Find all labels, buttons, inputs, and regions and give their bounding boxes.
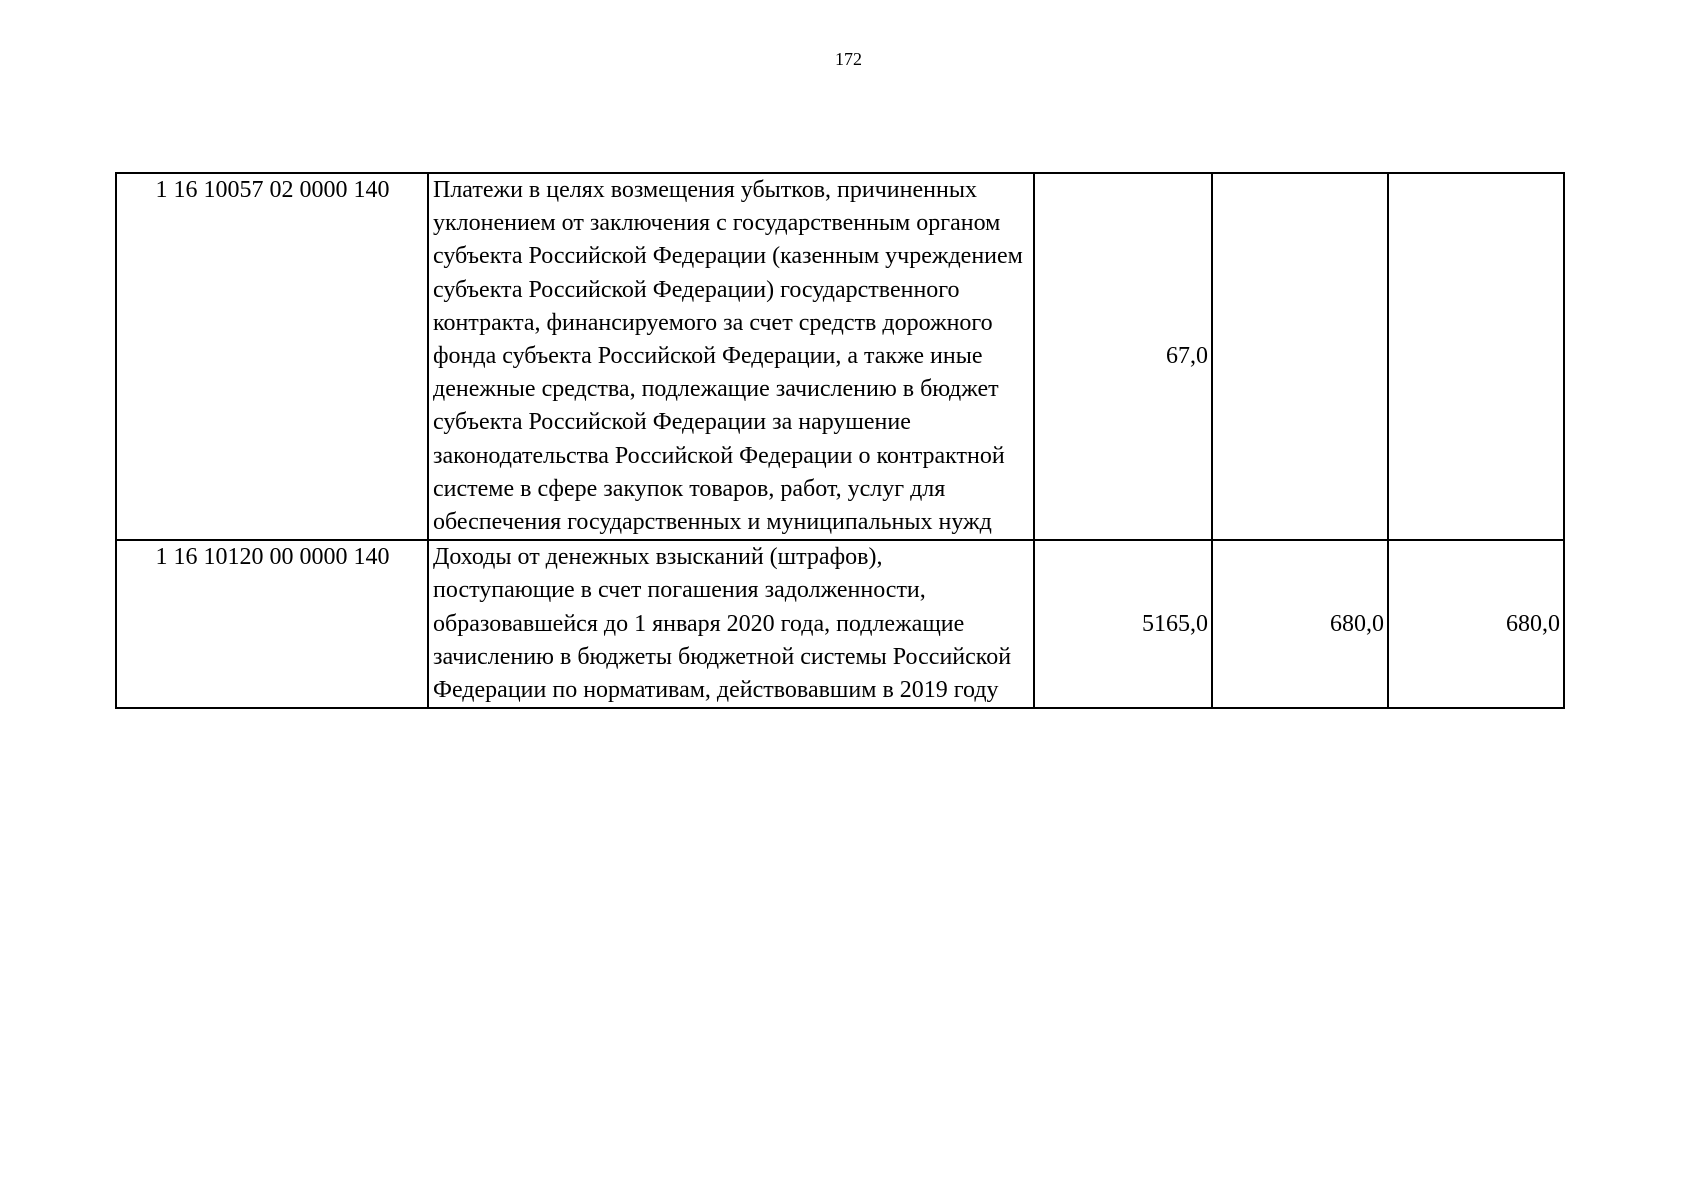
revenue-description: Платежи в целях возмещения убытков, причиненных уклонением от заключения с государственным органом субъекта Российской Федерации (казенным учреждением субъекта Российской Федерации) государственного контракта, финансируемого за счет средств дорожного фонда субъекта Российской Федерации, а также иные денежные средства, подлежащие зачислению в бюджет субъекта Российской Федерации за нарушение законодательства Российской Федерации о контрактной системе в сфере закупок товаров, работ, услуг для обеспечения государственных и муниципальных нужд bbox=[428, 173, 1034, 540]
revenue-table bbox=[115, 172, 1565, 709]
amount-year-3: 680,0 bbox=[1388, 540, 1564, 708]
table-row bbox=[116, 540, 1564, 708]
budget-classification-code: 1 16 10120 00 0000 140 bbox=[116, 540, 428, 708]
amount-year-2: 680,0 bbox=[1212, 540, 1388, 708]
revenue-description: Доходы от денежных взысканий (штрафов), поступающие в счет погашения задолженности, образовавшейся до 1 января 2020 года, подлежащие зачислению в бюджеты бюджетной системы Российской Федерации по нормативам, действовавшим в 2019 году bbox=[428, 540, 1034, 708]
budget-classification-code: 1 16 10057 02 0000 140 bbox=[116, 173, 428, 540]
amount-year-1: 67,0 bbox=[1034, 173, 1212, 540]
amount-year-2 bbox=[1212, 173, 1388, 540]
amount-year-3 bbox=[1388, 173, 1564, 540]
amount-year-1: 5165,0 bbox=[1034, 540, 1212, 708]
table-row bbox=[116, 173, 1564, 540]
page-number: 172 bbox=[835, 49, 862, 69]
